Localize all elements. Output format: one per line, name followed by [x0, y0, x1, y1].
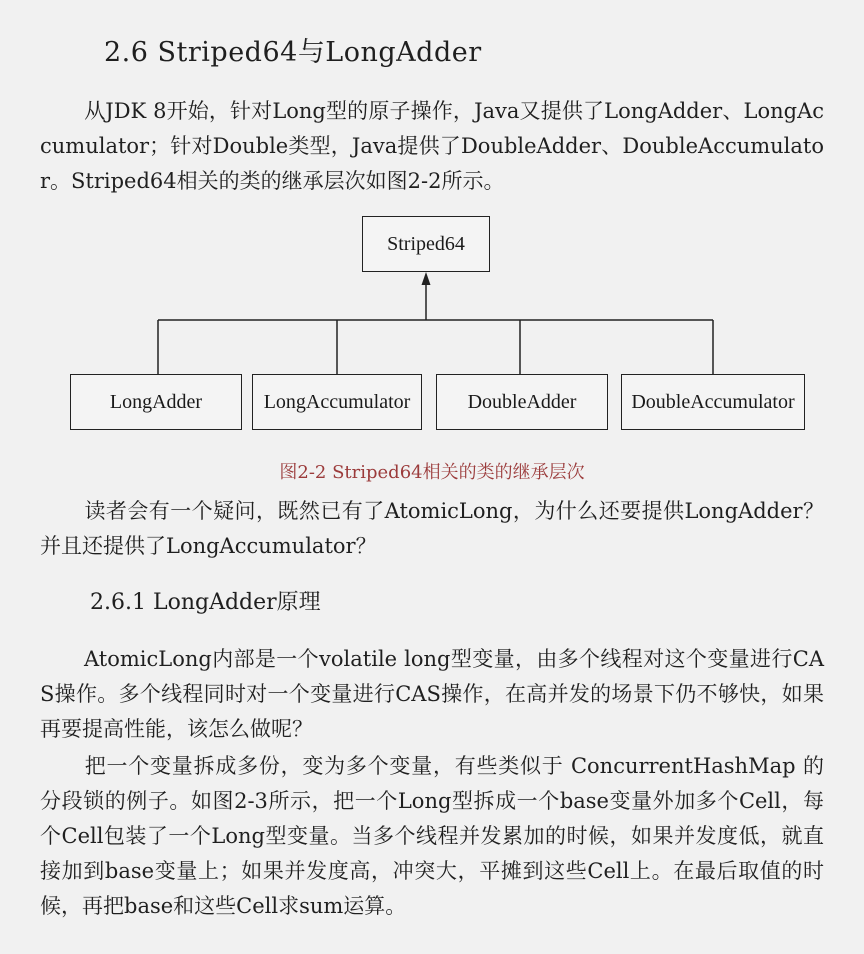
figure-caption: 图2-2 Striped64相关的类的继承层次	[279, 462, 585, 483]
longadder-principle-paragraph-text: 把一个变量拆成多份，变为多个变量，有些类似于 ConcurrentHashMap 的分段锁的例子。如图2-3所示，把一个Long型拆成一个base变量外加多个Cell，每个Cell包装了一个Long型变量。当多个线程并发累加的时候，如果并发度低，就直接加到base变量上；如果并发度高，冲突大，平摊到这些Cell上。在最后取值的时候，再把base和这些Cell求sum运算。	[40, 754, 824, 918]
question-paragraph	[40, 494, 824, 564]
class-box-doubleadder: DoubleAdder	[436, 374, 608, 430]
inheritance-arrowhead	[422, 272, 431, 285]
question-paragraph-text: 读者会有一个疑问，既然已有了AtomicLong，为什么还要提供LongAdder？并且还提供了LongAccumulator？	[40, 499, 824, 558]
subsection-title: 2.6.1 LongAdder原理	[90, 590, 321, 615]
section-title: 2.6 Striped64与LongAdder	[104, 37, 482, 68]
class-box-striped64: Striped64	[362, 216, 490, 272]
longadder-principle-paragraph	[40, 749, 824, 924]
intro-paragraph-text: 从JDK 8开始，针对Long型的原子操作，Java又提供了LongAdder、LongAccumulator；针对Double类型，Java提供了DoubleAdder、DoubleAccumulator。Striped64相关的类的继承层次如图2-2所示。	[40, 99, 824, 193]
atomiclong-paragraph	[40, 642, 824, 747]
class-box-longaccumulator: LongAccumulator	[252, 374, 422, 430]
atomiclong-paragraph-text: AtomicLong内部是一个volatile long型变量，由多个线程对这个变量进行CAS操作。多个线程同时对一个变量进行CAS操作，在高并发的场景下仍不够快，如果再要提高性能，该怎么做呢？	[40, 647, 824, 741]
class-box-longadder: LongAdder	[70, 374, 242, 430]
class-box-doubleaccumulator: DoubleAccumulator	[621, 374, 805, 430]
